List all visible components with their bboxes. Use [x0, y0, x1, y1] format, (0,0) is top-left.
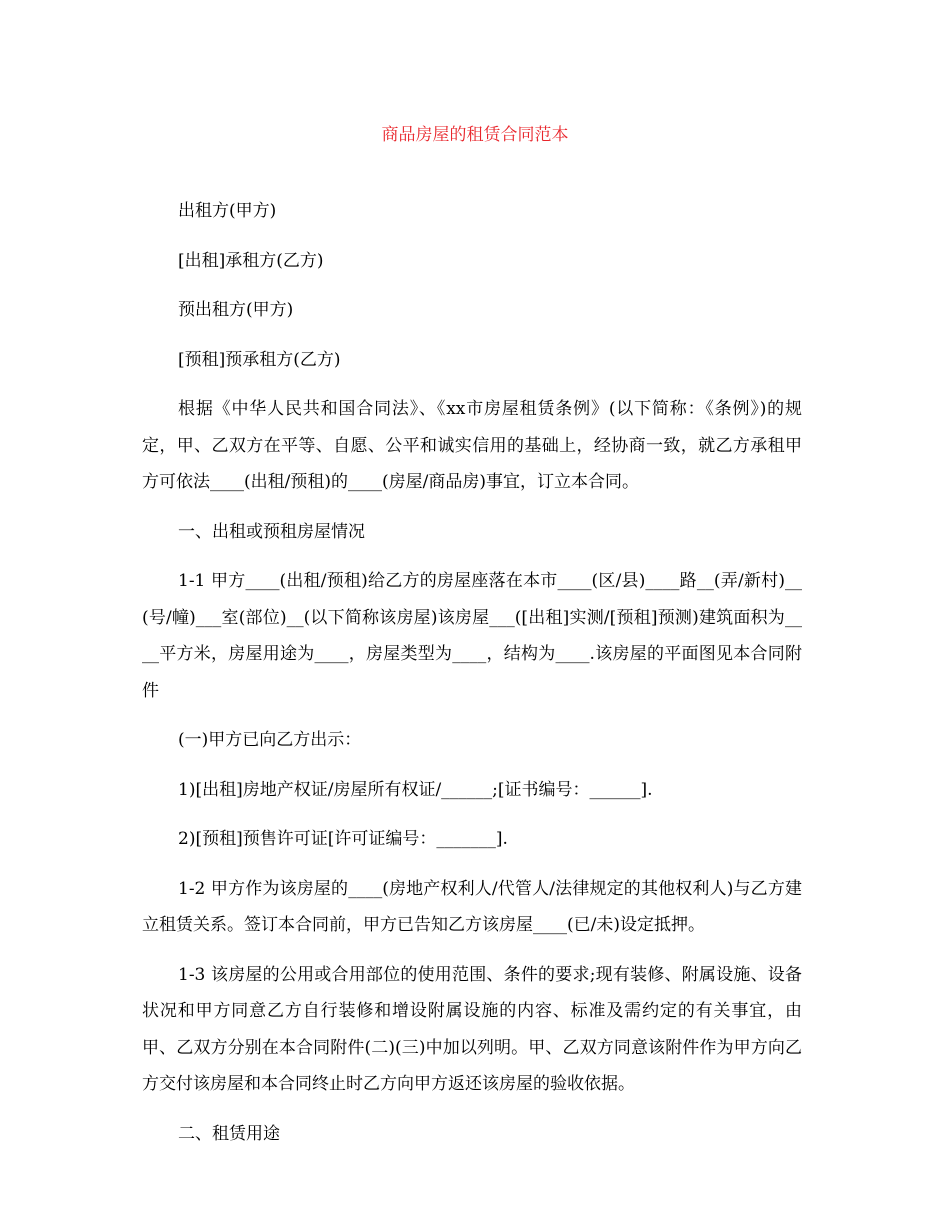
clause-1-1: 1-1 甲方____(出租/预租)给乙方的房屋座落在本市____(区/县)____路__(弄/新村)__(号/幢)___室(部位)__(以下简称该房屋)该房屋___([出租]实测/[预租]预测)建筑面积为____平方米，房屋用途为____，房屋类型为____，结构为____.该房屋的平面图见本合同附件 — [142, 571, 802, 701]
paragraph-lessee: [出租]承租方(乙方) — [178, 250, 324, 271]
section-heading-1: 一、出租或预租房屋情况 — [178, 521, 365, 542]
section-heading-2: 二、租赁用途 — [178, 1123, 280, 1144]
clause-1-1-a-2: 2)[预租]预售许可证[许可证编号：_______]. — [178, 829, 508, 849]
document-title: 商品房屋的租赁合同范本 — [381, 125, 569, 145]
paragraph-lessor: 出租方(甲方) — [178, 201, 277, 221]
document-body — [142, 193, 802, 1165]
paragraph-preamble: 根据《中华人民共和国合同法》、《xx市房屋租赁条例》(以下简称：《条例》)的规定，甲、乙双方在平等、自愿、公平和诚实信用的基础上，经协商一致，就乙方承租甲方可依法____(出租/预租)的____(房屋/商品房)事宜，订立本合同。 — [142, 399, 802, 492]
clause-1-1-a: (一)甲方已向乙方出示： — [178, 730, 362, 750]
clause-1-3: 1-3 该房屋的公用或合用部位的使用范围、条件的要求;现有装修、附属设施、设备状况和甲方同意乙方自行装修和增设附属设施的内容、标准及需约定的有关事宜，由甲、乙双方分别在本合同附件(二)(三)中加以列明。甲、乙双方同意该附件作为甲方向乙方交付该房屋和本合同终止时乙方向甲方返还该房屋的验收依据。 — [142, 964, 802, 1094]
paragraph-pre-lessee: [预租]预承租方(乙方) — [178, 349, 341, 370]
paragraph-pre-lessor: 预出租方(甲方) — [178, 300, 294, 320]
clause-1-2: 1-2 甲方作为该房屋的____(房地产权利人/代管人/法律规定的其他权利人)与乙方建立租赁关系。签订本合同前，甲方已告知乙方该房屋____(已/未)设定抵押。 — [142, 878, 802, 935]
clause-1-1-a-1: 1)[出租]房地产权证/房屋所有权证/______;[证书编号：______]. — [178, 779, 653, 800]
